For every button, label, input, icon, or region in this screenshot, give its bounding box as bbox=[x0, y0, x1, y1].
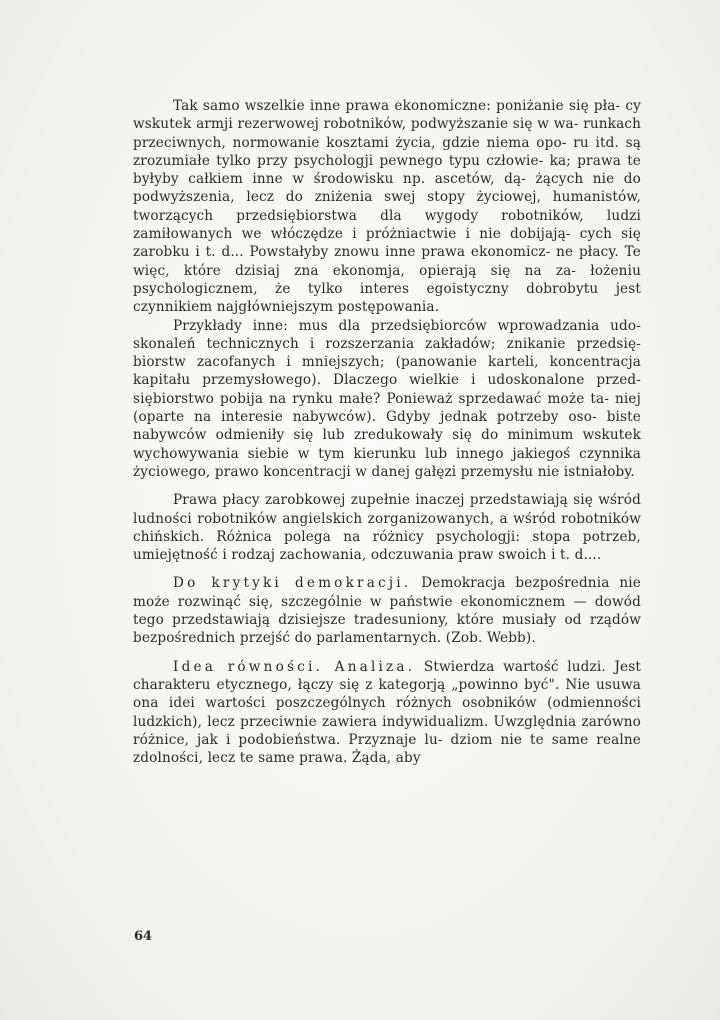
text-line: ludzi zamiłowanych we włóczędze i próżniactwie i nie dobijają- bbox=[133, 207, 641, 243]
text-line: robotników chińskich. Różnica polega na różnicy psychologji: stopa bbox=[133, 510, 641, 545]
text-line: ne płacy. Te więc, które dzisiaj zna ekonomja, opierają się na za- bbox=[133, 244, 641, 279]
paragraph-5 bbox=[133, 658, 641, 768]
body-text bbox=[133, 97, 641, 767]
text-line: humanistów, tworzących przedsiębiorstwa dla wygody robotników, bbox=[133, 189, 641, 224]
page-number: 64 bbox=[134, 929, 153, 944]
text-line: siębiorstwo pobija na rynku małe? Ponieważ sprzedawać może ta- bbox=[133, 390, 610, 407]
section-heading: Do krytyki demokracji. bbox=[173, 575, 412, 592]
text-line: wśród ludności robotników angielskich zorganizowanych, a wśród bbox=[133, 492, 641, 527]
text-line: Przykłady inne: mus dla przedsiębiorców wprowadzania udo- bbox=[173, 317, 641, 334]
text-line: ru itd. są zrozumiałe tylko przy psychologji pewnego typu człowie- bbox=[133, 134, 641, 169]
text-line: kapitału przemysłowego). Dlaczego wielkie i udoskonalone przed- bbox=[133, 372, 641, 389]
text-line: łożeniu psychologicznem, że tylko interes egoistyczny dobrobytu bbox=[133, 262, 641, 297]
text-line: dziom nie te same realne zdolności, lecz te same prawa. Żąda, aby bbox=[133, 731, 641, 767]
text-line: potrzeb, umiejętność i rodzaj zachowania, odczuwania praw swoich bbox=[133, 528, 641, 564]
text-line: Uwzględnia zarówno różnice, jak i podobieństwa. Przyznaje lu- bbox=[133, 713, 641, 748]
section-heading: Idea równości. Analiza. bbox=[173, 658, 416, 675]
text-line: wskutek wychowywania siebie w tym kierunku lub innego jakiegoś bbox=[133, 427, 641, 462]
text-line: Tak samo wszelkie inne prawa ekonomiczne: poniżanie się pła- bbox=[173, 98, 621, 114]
text-line: biorstw zacofanych i mniejszych; (panowanie karteli, koncentracja bbox=[133, 354, 641, 371]
text-line: rządów bezpośrednich przejść do parlamentarnych. (Zob. Webb). bbox=[133, 612, 641, 647]
text-line: jest czynnikiem najgłówniejszym postępowania. bbox=[133, 280, 641, 316]
paragraph-3 bbox=[133, 491, 641, 564]
paragraph-1 bbox=[133, 97, 641, 317]
text-line: żących nie do podwyższenia, lecz do zniżenia swej stopy życiowej, bbox=[133, 171, 641, 206]
text-line: Demokracja bezpośrednia bbox=[421, 575, 610, 592]
text-line: i t. d.... bbox=[551, 547, 602, 564]
text-line: Nie usuwa ona idei wartości poszczególnych różnych osobników bbox=[133, 676, 642, 712]
paragraph-2 bbox=[133, 317, 641, 482]
text-line: Prawa płacy zarobkowej zupełnie inaczej przedstawiają się bbox=[173, 492, 593, 509]
text-line: Jest charakteru etycznego, łączy się z kategorją „powinno być". bbox=[133, 658, 641, 693]
text-line: skonaleń technicznych i rozszerzania zakładów; znikanie przedsię- bbox=[133, 335, 641, 352]
text-line: biste nabywców odmieniły się lub zredukowały się do minimum bbox=[133, 409, 641, 444]
text-line: dowód tego przedstawiają dzisiejsze tradesuniony, które musiały od bbox=[133, 593, 641, 629]
text-line: czynnika życiowego, prawo koncentracji w danej gałęzi przemysłu bbox=[133, 445, 641, 480]
text-line: Stwierdza wartość ludzi. bbox=[423, 658, 606, 675]
text-line: cych się zarobku i t. d... Powstałyby znowu inne prawa ekonomicz- bbox=[133, 226, 641, 261]
text-line: (odmienności ludzkich), lecz przeciwnie zawiera indywidualizm. bbox=[133, 695, 641, 730]
text-line: cy wskutek armji rezerwowej robotników, podwyższanie się w wa- bbox=[133, 98, 641, 133]
text-line: niej (oparte na interesie nabywców). Gdyby jednak potrzeby oso- bbox=[133, 390, 641, 426]
text-line: runkach przeciwnych, normowanie kosztami życia, gdzie niema opo- bbox=[133, 116, 641, 151]
text-line: nie istniałoby. bbox=[537, 463, 635, 480]
paragraph-4 bbox=[133, 574, 641, 647]
text-line: nie może rozwinąć się, szczególnie w państwie ekonomicznem — bbox=[133, 575, 641, 610]
text-line: ka; prawa te byłyby całkiem inne w środowisku np. ascetów, dą- bbox=[133, 152, 641, 188]
